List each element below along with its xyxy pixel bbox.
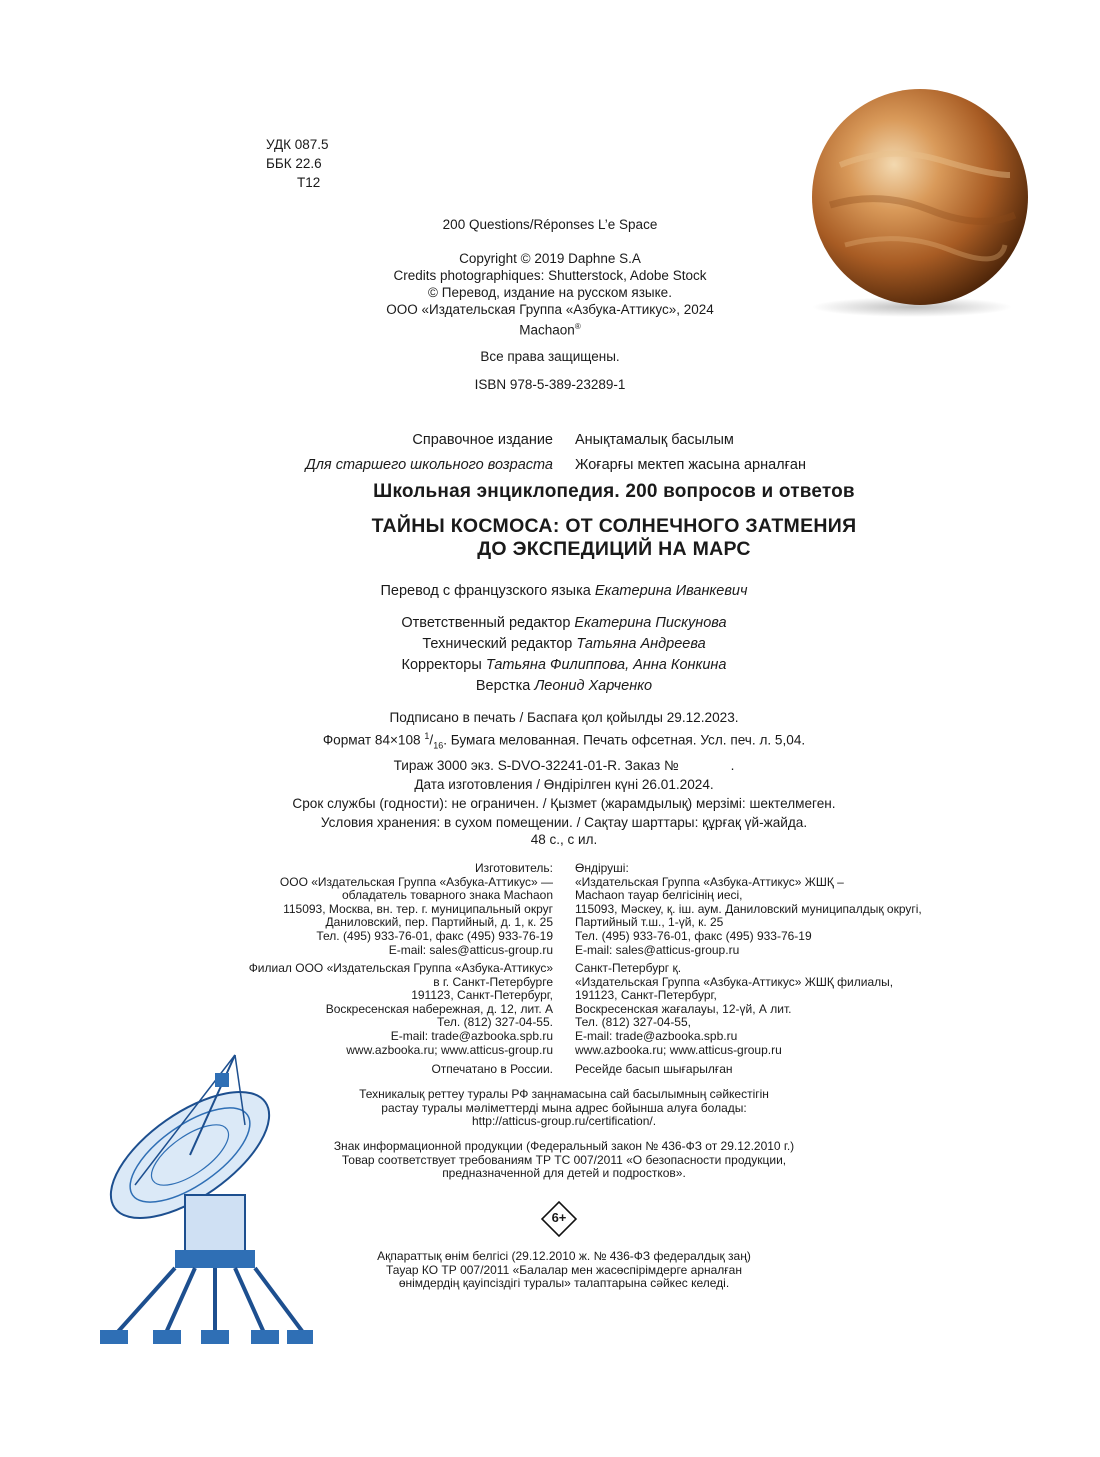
address-line: Воскресенская набережная, д. 12, лит. А bbox=[325, 1001, 553, 1016]
regulation-line: растау туралы мәліметтерді мына адрес бойынша алуға болады: bbox=[381, 1100, 747, 1115]
address-line: 191123, Санкт-Петербург, bbox=[411, 988, 553, 1003]
regulation-line: Техникалық реттеу туралы РФ заңнамасына сай басылымның сәйкестігін bbox=[359, 1087, 769, 1101]
address-line: Тел. (812) 327-04-55. bbox=[437, 1015, 553, 1030]
address-line: E-mail: trade@azbooka.spb.ru bbox=[390, 1028, 553, 1043]
address-line: Партийный т.ш., 1-үй, к. 25 bbox=[575, 915, 724, 930]
edition-type-kz: Анықтамалық басылым bbox=[575, 432, 734, 448]
credit-name: Татьяна Филиппова, Анна Конкина bbox=[485, 657, 727, 673]
copyright-line: Copyright © 2019 Daphne S.A bbox=[459, 251, 641, 266]
credit-line bbox=[264, 655, 864, 676]
address-line: www.azbooka.ru; www.atticus-group.ru bbox=[346, 1042, 553, 1057]
info-sign-kz bbox=[214, 1250, 914, 1291]
address-line: Воскресенская жағалауы, 12-үй, А лит. bbox=[575, 1001, 792, 1016]
print-line: Условия хранения: в сухом помещении. / Сақтау шарттары: құрғақ үй-жайда. bbox=[320, 815, 808, 831]
main-title-line: ТАЙНЫ КОСМОСА: ОТ СОЛНЕЧНОГО ЗАТМЕНИЯ bbox=[371, 515, 857, 537]
translator-name: Екатерина Иванкевич bbox=[594, 583, 748, 599]
address-line: 191123, Санкт-Петербург, bbox=[575, 988, 717, 1003]
branch-kz bbox=[575, 962, 995, 1057]
run-end: . bbox=[730, 757, 735, 773]
age-rating-badge bbox=[540, 1200, 578, 1238]
address-line: ООО «Издательская Группа «Азбука-Аттикус» — bbox=[279, 874, 553, 889]
tech-regulation bbox=[264, 1088, 864, 1129]
main-title-line: ДО ЭКСПЕДИЦИЙ НА МАРС bbox=[477, 538, 751, 560]
regulation-line: Знак информационной продукции (Федеральный закон № 436-ФЗ от 29.12.2010 г.) bbox=[333, 1139, 795, 1153]
credit-label: Корректоры bbox=[401, 657, 482, 673]
printed-in-russia-kz: Ресейде басып шығарылған bbox=[575, 1062, 733, 1076]
bbk-code: ББК 22.6 bbox=[266, 156, 322, 171]
credit-line bbox=[264, 676, 864, 697]
run-text: Тираж 3000 экз. S-DVO-32241-01-R. Заказ № bbox=[393, 757, 679, 773]
address-line: www.azbooka.ru; www.atticus-group.ru bbox=[575, 1042, 782, 1057]
staff-credits bbox=[264, 613, 864, 697]
address-line: обладатель товарного знака Machaon bbox=[341, 888, 553, 903]
credit-line bbox=[264, 634, 864, 655]
address-line: Өндіруші: bbox=[575, 861, 629, 875]
address-line: Изготовитель: bbox=[475, 861, 553, 875]
regulation-line: http://atticus-group.ru/certification/. bbox=[471, 1114, 657, 1129]
print-line: Подписано в печать / Баспаға қол қойылды 29.12.2023. bbox=[389, 710, 739, 725]
manufacturer-kz bbox=[575, 862, 995, 957]
age-group-ru: Для старшего школьного возраста bbox=[305, 457, 553, 473]
copyright-line: ООО «Издательская Группа «Азбука-Аттикус», 2024 bbox=[386, 302, 714, 317]
copyright-line bbox=[300, 318, 800, 339]
print-line: Формат 84×108 $^1/_{16}$. Бумага мелованная. Печать офсетная. Усл. печ. л. 5,04. bbox=[322, 731, 806, 751]
isbn: ISBN 978-5-389-23289-1 bbox=[474, 377, 626, 392]
copyright-line: Credits photographiques: Shutterstock, Adobe Stock bbox=[393, 268, 707, 283]
credit-line bbox=[264, 613, 864, 634]
age-group-kz: Жоғарғы мектеп жасына арналған bbox=[575, 457, 806, 473]
credit-label: Технический редактор bbox=[422, 636, 573, 652]
address-line: Филиал ООО «Издательская Группа «Азбука-Аттикус» bbox=[248, 961, 553, 975]
print-line: Дата изготовления / Өндірілген күні 26.01.2024. bbox=[414, 776, 714, 792]
printed-in-russia-ru: Отпечатано в России. bbox=[431, 1062, 553, 1076]
address-line: Тел. (495) 933-76-01, факс (495) 933-76-19 bbox=[316, 928, 553, 943]
print-line bbox=[214, 756, 914, 775]
regulation-line: өнімдердің қауіпсіздігі туралы» талаптарына сәйкес келеді. bbox=[398, 1276, 730, 1291]
regulation-line: Ақпараттық өнім белгісі (29.12.2010 ж. № 436-ФЗ федералдық заң) bbox=[377, 1249, 751, 1263]
udk-code: УДК 087.5 bbox=[266, 137, 329, 152]
address-line: «Издательская Группа «Азбука-Аттикус» ЖШҚ филиалы, bbox=[575, 974, 894, 989]
print-line: Срок службы (годности): не ограничен. / Қызмет (жарамдылық) мерзімі: шектелмеген. bbox=[292, 796, 836, 812]
regulation-line: Товар соответствует требованиям ТР ТС 007/2011 «О безопасности продукции, bbox=[341, 1152, 787, 1167]
copyright-block bbox=[300, 250, 800, 339]
address-line: Санкт-Петербург қ. bbox=[575, 961, 682, 975]
credit-name: Татьяна Андреева bbox=[576, 636, 706, 652]
translation-credit bbox=[264, 581, 864, 602]
brand-name: Machaon bbox=[519, 322, 575, 338]
credit-label: Верстка bbox=[475, 678, 531, 694]
branch-ru bbox=[200, 962, 553, 1057]
edition-type-ru: Справочное издание bbox=[412, 432, 553, 448]
translation-label: Перевод с французского языка bbox=[380, 583, 591, 599]
address-line: Machaon тауар белгісінің иесі, bbox=[575, 888, 743, 903]
regulation-line: Тауар КО ТР 007/2011 «Балалар мен жасөспірімдерге арналған bbox=[386, 1262, 742, 1277]
address-line: 115093, Мәскеу, қ. іш. аум. Даниловский муниципалдық округі, bbox=[575, 901, 922, 916]
age-rating-text: 6+ bbox=[551, 1210, 567, 1225]
copyright-line: © Перевод, издание на русском языке. bbox=[428, 285, 672, 300]
credit-name: Леонид Харченко bbox=[534, 678, 653, 694]
planet-illustration bbox=[800, 85, 1040, 325]
address-line: Тел. (812) 327-04-55, bbox=[575, 1015, 691, 1030]
page-count: 48 с., с ил. bbox=[530, 832, 598, 847]
author-mark: Т12 bbox=[297, 175, 321, 190]
address-line: E-mail: sales@atticus-group.ru bbox=[388, 942, 553, 957]
address-line: E-mail: sales@atticus-group.ru bbox=[575, 942, 740, 957]
rights-notice: Все права защищены. bbox=[480, 349, 620, 364]
format-numerator: 1 bbox=[424, 731, 430, 742]
address-line: E-mail: trade@azbooka.spb.ru bbox=[575, 1028, 738, 1043]
address-line: Тел. (495) 933-76-01, факс (495) 933-76-19 bbox=[575, 928, 812, 943]
address-line: 115093, Москва, вн. тер. г. муниципальный округ bbox=[283, 901, 553, 916]
format-details: . Бумага мелованная. Печать офсетная. Усл. печ. л. 5,04. bbox=[443, 732, 806, 748]
format-label: Формат 84×108 bbox=[322, 732, 421, 748]
regulation-line: предназначенной для детей и подростков». bbox=[442, 1166, 686, 1181]
series-title: Школьная энциклопедия. 200 вопросов и ответов bbox=[373, 481, 855, 502]
format-denominator: 16 bbox=[433, 740, 444, 751]
main-title bbox=[214, 515, 1014, 561]
address-line: Даниловский, пер. Партийный, д. 1, к. 25 bbox=[325, 915, 553, 930]
original-title: 200 Questions/Réponses L’e Space bbox=[442, 217, 658, 232]
manufacturer-ru bbox=[200, 862, 553, 957]
print-details bbox=[214, 708, 914, 832]
registered-mark: ® bbox=[574, 322, 581, 331]
address-line: «Издательская Группа «Азбука-Аттикус» ЖШҚ – bbox=[575, 874, 844, 889]
address-line: в г. Санкт-Петербурге bbox=[433, 974, 553, 989]
credit-name: Екатерина Пискунова bbox=[574, 615, 727, 631]
info-sign-ru bbox=[214, 1140, 914, 1181]
credit-label: Ответственный редактор bbox=[401, 615, 571, 631]
